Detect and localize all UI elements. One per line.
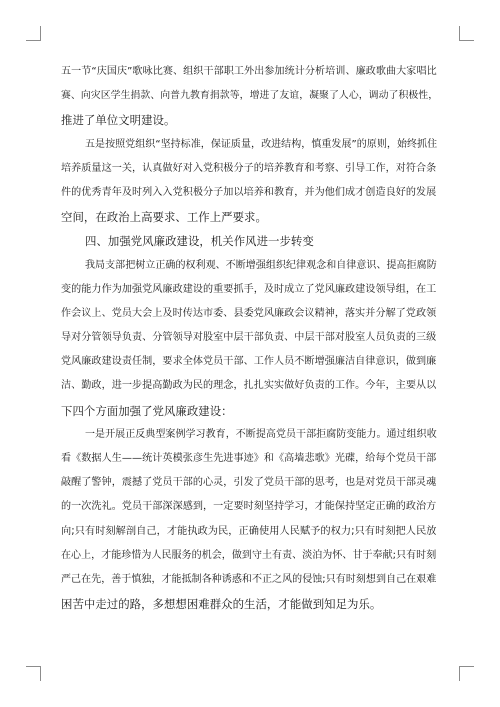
text-line: 严己在先，善于慎独，才能抵制各种诱惑和不正之风的侵蚀;只有时刻想到自己在艰难 xyxy=(61,573,437,585)
crop-mark-top-right xyxy=(459,26,474,41)
text-line: 看《数据人生——统计英模张彦生先进事迹》和《高墙悲歌》光碟，给每个党员干部 xyxy=(61,453,437,464)
crop-mark-bottom-right xyxy=(459,666,474,681)
text-line: 洁、勤政，进一步提高勤政为民的理念，扎扎实实做好负责的工作。今年，主要从以 xyxy=(61,380,437,392)
text-line: 空间，在政治上高要求、工作上严要求。 xyxy=(61,210,267,225)
text-line: 的一次洗礼。党员干部深深感到，一定要时刻坚持学习，才能保持坚定正确的政治方 xyxy=(61,501,437,513)
text-line: 党风廉政建设责任制，要求全体党员干部、工作人员不断增强廉洁自律意识，做到廉 xyxy=(61,356,437,368)
crop-mark-bottom-left xyxy=(26,666,41,681)
text-line: 我局支部把树立正确的权利观、不断增强组织纪律观念和自律意识、提高拒腐防 xyxy=(85,259,437,271)
text-line: 变的能力作为加强党风廉政建设的重要抓手，及时成立了党风廉政建设领导组，在工 xyxy=(61,283,437,295)
crop-mark-top-left xyxy=(26,26,41,41)
text-line: 赛、向灾区学生捐款、向普九教育捐款等，增进了友谊，凝聚了人心，调动了积极性， xyxy=(61,90,439,102)
text-line: 四、加强党风廉政建设，机关作风进一步转变 xyxy=(85,234,314,249)
text-line: 五一节“庆国庆”歌咏比赛、组织干部职工外出参加统计分析培训、廉政歌曲大家唱比 xyxy=(61,66,437,77)
text-line: 五是按照党组织“坚持标准，保证质量，改进结构，慎重发展”的原则，始终抓住 xyxy=(85,138,438,150)
text-line: 向;只有时刻解剖自己，才能执政为民，正确使用人民赋予的权力;只有时刻把人民放 xyxy=(61,525,437,537)
text-line: 困苦中走过的路，多想想困难群众的生活，才能做到知足为乐。 xyxy=(61,597,382,612)
text-line: 一是开展正反典型案例学习教育，不断提高党员干部拒腐防变能力。通过组织收 xyxy=(85,428,437,440)
document-body xyxy=(61,60,439,616)
text-line: 推进了单位文明建设。 xyxy=(61,113,176,128)
text-line: 敲醒了警钟，震撼了党员干部的心灵，引发了党员干部的思考，也是对党员干部灵魂 xyxy=(61,477,437,489)
text-line: 培养质量这一关，认真做好对入党积极分子的培养教育和考察、引导工作，对符合条 xyxy=(61,162,437,174)
text-line: 下四个方面加强了党风廉政建设： xyxy=(61,403,233,418)
text-line: 导对分管领导负责、分管领导对股室中层干部负责、中层干部对股室人员负责的三级 xyxy=(61,332,437,344)
text-line: 作会议上、党员大会上及时传达市委、县委党风廉政会议精神，落实并分解了党政领 xyxy=(61,307,437,319)
text-line: 件的优秀青年及时列入入党积极分子加以培养和教育，并为他们成才创造良好的发展 xyxy=(61,186,437,198)
text-line: 在心上，才能珍惜为人民服务的机会，做到守土有责、淡泊为怀、甘于奉献;只有时刻 xyxy=(61,549,437,561)
